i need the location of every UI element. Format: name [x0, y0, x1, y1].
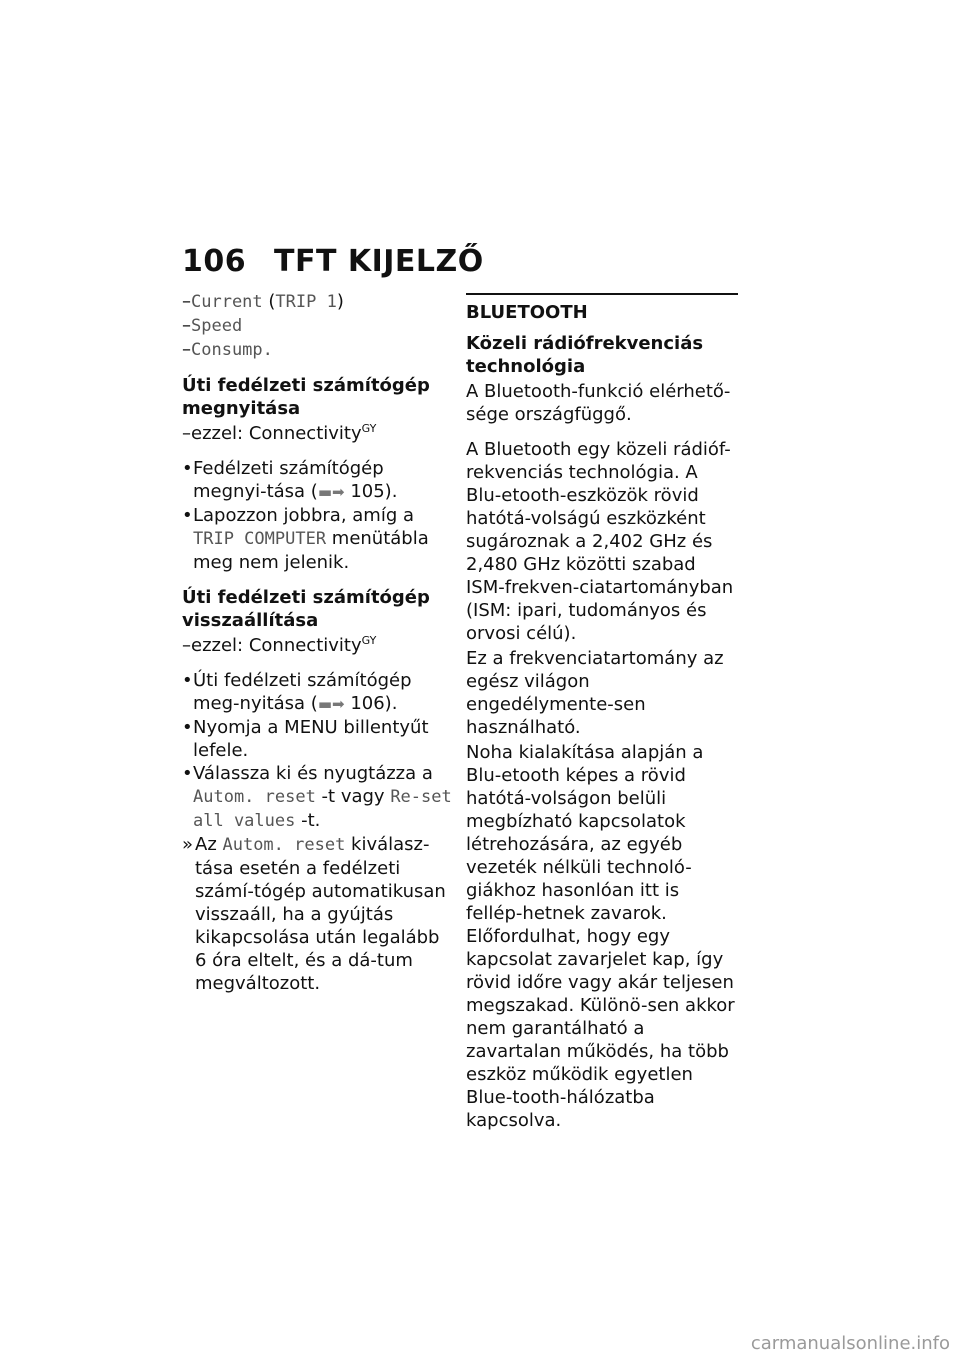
paragraph: Ez a frekvenciatartomány az egész világon engedélymente-sen használható.	[466, 648, 724, 738]
list-item: • Lapozzon jobbra, amíg a TRIP COMPUTER menütábla meg nem jelenik.	[182, 505, 429, 573]
page-header	[182, 244, 484, 279]
list-item: –Consump.	[182, 339, 273, 360]
right-column	[466, 290, 738, 1132]
page-ref-arrow-icon: ▬➡	[317, 695, 345, 713]
requirement-line: –ezzel: Connectivity$^{GY}$	[182, 422, 377, 444]
watermark: carmanualsonline.info	[750, 1333, 950, 1354]
paragraph: Noha kialakítása alapján a Blu-etooth képes a rövid hatótá-volságon belüli megbízható kapcsolatok létrehozására, az egyéb vezeték nélküli technoló-giákhoz hasonlóan itt is fellép-hetnek zavarok. Előfordulhat, hogy egy kapcsolat zavarjelet kap, így rövid időre vagy akár teljesen megszakad. Különö-sen akkor nem garantálható a zavartalan működés, ha több eszköz működik egyetlen Blue-tooth-hálózatba kapcsolva.	[466, 742, 735, 1131]
list-item: –Current (TRIP 1)	[182, 291, 344, 312]
subheading: Közeli rádiófrekvenciás technológia	[466, 333, 704, 377]
paragraph: A Bluetooth egy közeli rádióf-rekvenciás technológia. A Blu-etooth-eszközök rövid hatótá-volságú eszközként sugároznak a 2,402 GHz és 2,480 GHz közötti szabad ISM-frekven-ciatartományban (ISM: ipari, tudományos és orvosi célú).	[466, 439, 734, 644]
section-title: BLUETOOTH	[466, 293, 738, 324]
result-item: » Az Autom. reset kiválasz-tása esetén a fedélzeti számí-tógép automatikusan visszaáll, ha a gyújtás kikapcsolása után legalább 6 óra eltelt, és a dá-tum megváltozott.	[182, 834, 446, 994]
list-item: • Válassza ki és nyugtázza a Autom. reset -t vagy Re-set all values -t.	[182, 763, 452, 831]
list-item: • Úti fedélzeti számítógép meg-nyitása (▬➡ 106).	[182, 670, 412, 714]
result-chevron-icon: »	[182, 834, 194, 855]
section-heading: Úti fedélzeti számítógép megnyitása	[182, 375, 430, 419]
list-item: • Nyomja a MENU billentyűt lefele.	[182, 717, 429, 761]
list-item: –Speed	[182, 315, 243, 336]
section-heading: Úti fedélzeti számítógép visszaállítása	[182, 587, 430, 631]
page-number: 106	[182, 244, 247, 279]
requirement-line: –ezzel: Connectivity$^{GY}$	[182, 634, 377, 656]
list-item: • Fedélzeti számítógép megnyi-tása (▬➡ 105).	[182, 458, 398, 502]
paragraph: A Bluetooth-funkció elérhető-sége országfüggő.	[466, 381, 731, 425]
page-title: TFT KIJELZŐ	[274, 244, 484, 279]
left-column	[182, 290, 452, 995]
page-ref-arrow-icon: ▬➡	[317, 483, 345, 501]
